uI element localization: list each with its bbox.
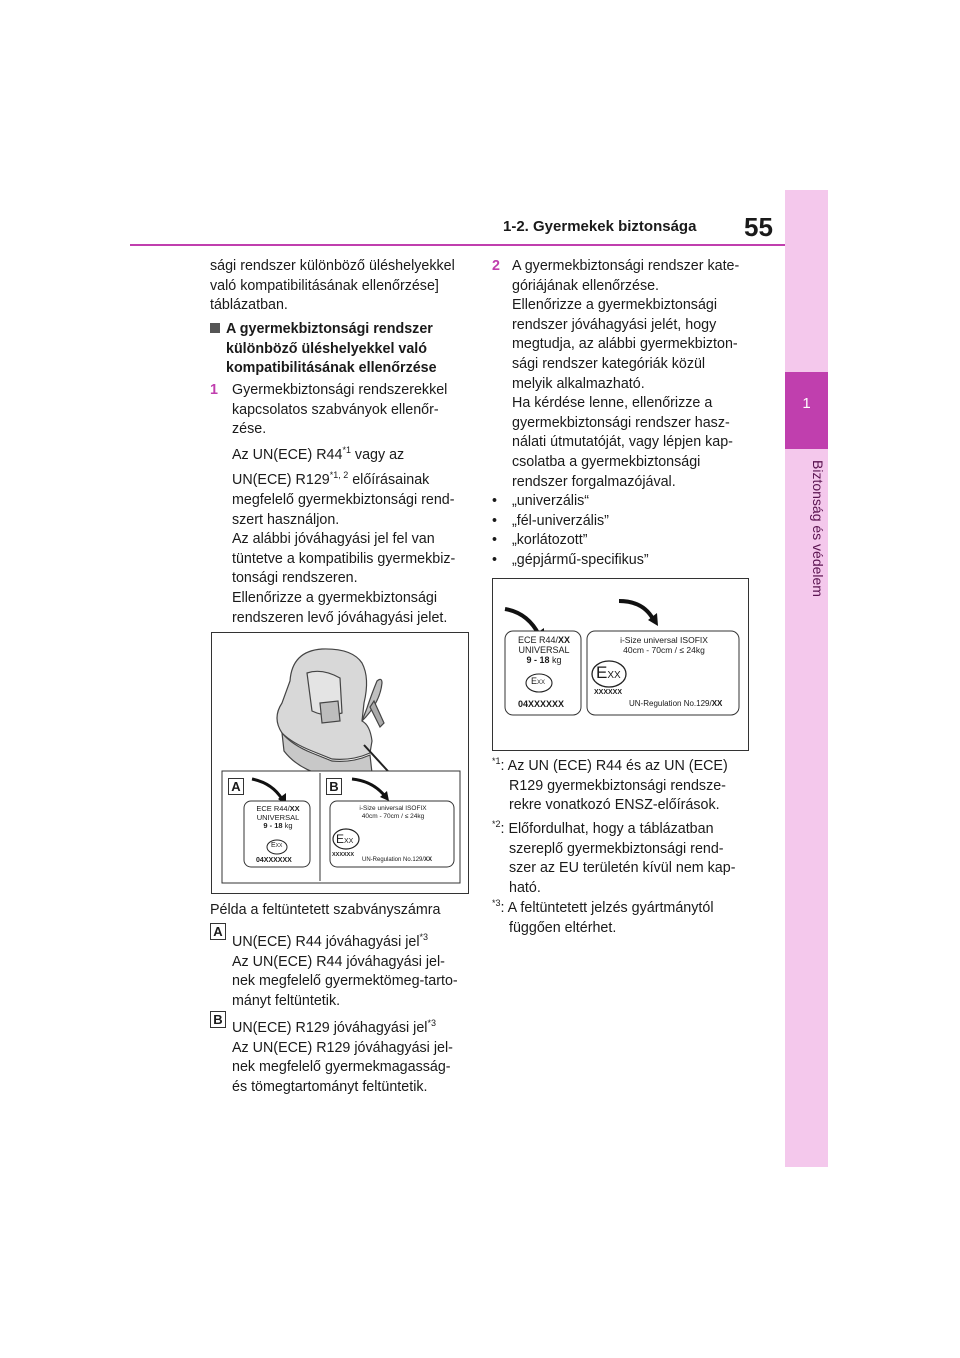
list-item: • „gépjármű-specifikus”: [492, 551, 649, 568]
chapter-side-tab: [785, 190, 828, 1167]
step-1-text: Gyermekbiztonsági rendszerekkel kapcsolatos szabványok ellenőr- zése. Az UN(ECE) R44$^{*1}$ vagy az UN(ECE) R129$^{*1, 2}$ előírásainak megfelelő gyermekbiztonsági rend- szert használjon. Az alábbi jóváhagyási jel fel van tüntetve a kompatibilis gyermekbiz- tonsági rendszeren. Ellenőrizze a gyermekbiztonsági rendszeren levő jóváhagyási jelet.: [232, 382, 456, 626]
r129-code: XXXXXX: [332, 852, 355, 858]
r44-e-mark: EXX: [271, 842, 283, 849]
r129-label-text-large: i-Size universal ISOFIX 40cm - 70cm / ≤ 24kg: [620, 635, 708, 655]
r129-label-text: i-Size universal ISOFIX 40cm - 70cm / ≤ 24kg: [359, 805, 427, 820]
list-item: • „korlátozott”: [492, 532, 588, 549]
child-seat-figure: [211, 632, 469, 894]
step-1-number: 1: [210, 382, 218, 398]
r129-code-large: XXXXXX: [594, 689, 623, 696]
r44-code: 04XXXXXX: [256, 857, 292, 864]
r44-label-text-large: ECE R44/XX UNIVERSAL 9 - 18 kg: [517, 635, 571, 665]
item-a-marker: A: [210, 923, 226, 940]
item-b-marker: B: [210, 1011, 226, 1028]
figure-caption: Példa a feltüntetett szabványszámra: [210, 902, 441, 918]
header-rule: [130, 244, 785, 246]
label-b-marker: B: [326, 778, 342, 795]
chapter-number: 1: [802, 395, 811, 412]
approval-labels-figure: [492, 578, 749, 751]
r44-label-text: ECE R44/XX UNIVERSAL 9 - 18 kg: [256, 804, 300, 830]
heading-square-icon: [210, 323, 220, 333]
section-heading: A gyermekbiztonsági rendszer különböző üléshelyekkel való kompatibilitásának ellenőrzése: [210, 320, 470, 379]
step-2-number: 2: [492, 258, 500, 274]
r129-e-mark: EXX: [336, 832, 354, 846]
r129-regulation: UN-Regulation No.129/XX: [362, 857, 433, 863]
footnote-2: $^{*2}$: Előfordulhat, hogy a táblázatban szereplő gyermekbiztonsági rend- szer az EU területén kívül nem kap- ható.: [492, 819, 736, 896]
step-2-text: A gyermekbiztonsági rendszer kate- góriájának ellenőrzése. Ellenőrizze a gyermekbiztonsági rendszer jóváhagyási jelét, hogy megtudja, az alábbi gyermekbizton- sági rendszer kategóriák közül melyik alkalmazható. Ha kérdése lenne, ellenőrizze a gyermekbiztonsági rendszer hasz- nálati útmutatóját, vagy lépjen kap- csolatba a gyermekbiztonsági rendszer forgalmazójával.: [512, 258, 740, 490]
section-title: 1-2. Gyermekek biztonsága: [503, 218, 697, 235]
label-a-marker: A: [228, 778, 244, 795]
r129-e-mark-large: EXX: [596, 663, 621, 682]
r44-code-large: 04XXXXXX: [518, 699, 565, 709]
page-number: 55: [744, 212, 773, 242]
list-item: • „fél-univerzális”: [492, 512, 609, 529]
category-list: [492, 492, 762, 570]
footnote-3: $^{*3}$: A feltüntetett jelzés gyártmánytól függően eltérhet.: [492, 898, 714, 936]
r129-regulation-large: UN-Regulation No.129/XX: [629, 699, 723, 708]
item-a-text: UN(ECE) R44 jóváhagyási jel$^{*3}$ Az UN(ECE) R44 jóváhagyási jel- nek megfelelő gyermektömeg-tarto- mányt feltüntetik.: [232, 932, 458, 1009]
footnote-1: $^{*1}$: Az UN (ECE) R44 és az UN (ECE) R129 gyermekbiztonsági rendsze- rekre vonatkozó ENSZ-előírások.: [492, 756, 728, 814]
chapter-title: Biztonság és védelem: [810, 460, 826, 597]
r44-e-mark-large: EXX: [531, 676, 546, 686]
list-item: • „univerzális“: [492, 493, 590, 509]
intro-paragraph: sági rendszer különböző üléshelyekkel való kompatibilitásának ellenőrzése] táblázatban.: [210, 258, 455, 314]
item-b-text: UN(ECE) R129 jóváhagyási jel$^{*3}$ Az UN(ECE) R129 jóváhagyási jel- nek megfelelő gyermekmagasság- és tömegtartományt feltüntetik.: [232, 1018, 453, 1095]
